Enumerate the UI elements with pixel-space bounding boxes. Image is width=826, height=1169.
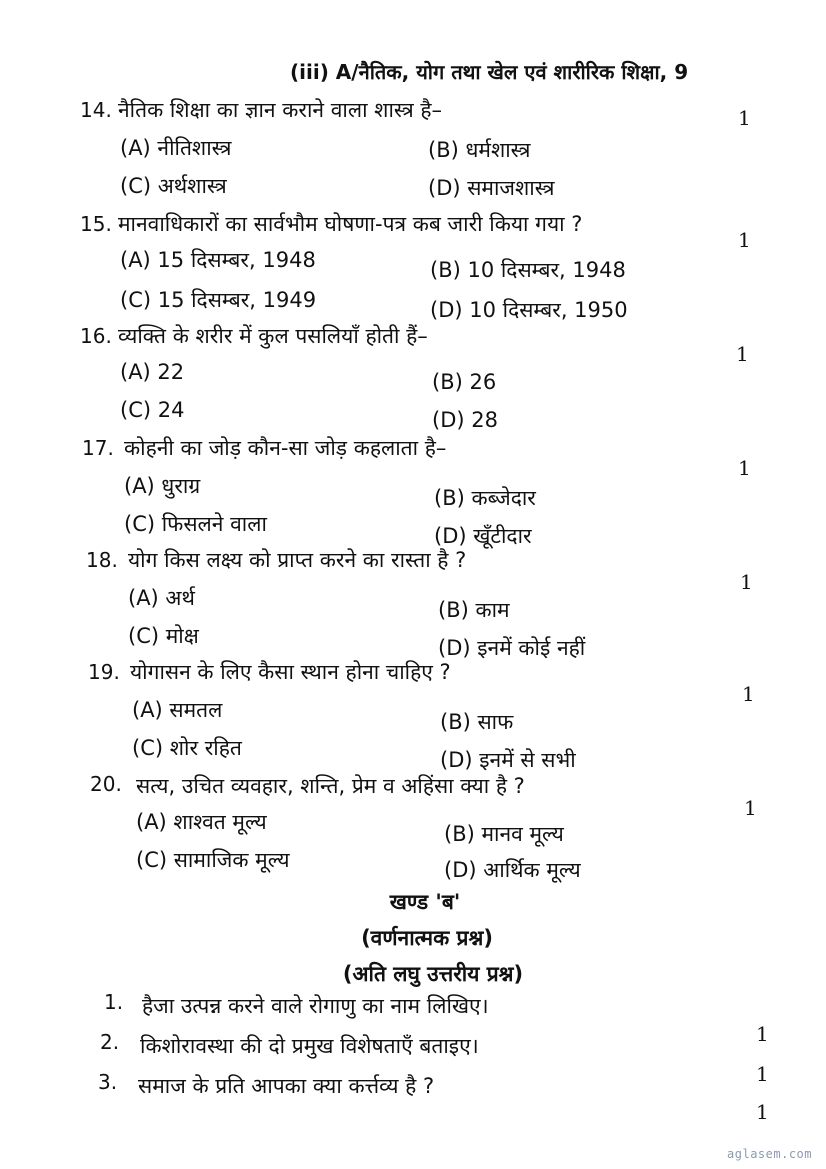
question-text: किशोरावस्था की दो प्रमुख विशेषताएँ बताइए। [140, 1034, 479, 1058]
question-marks: 1 [744, 796, 757, 820]
question-text: समाज के प्रति आपका क्या कर्त्तव्य है ? [138, 1074, 435, 1098]
question-number: 14. [80, 98, 112, 122]
question-number: 2. [100, 1030, 120, 1054]
option-a: (A) धुराग्र [124, 474, 201, 498]
option-a: (A) नीतिशास्त्र [120, 136, 232, 160]
option-c: (C) 15 दिसम्बर, 1949 [120, 288, 317, 312]
section-subsubtitle: (अति लघु उत्तरीय प्रश्न) [342, 962, 524, 986]
question-text: व्यक्ति के शरीर में कुल पसलियाँ होती हैं– [118, 324, 428, 348]
question-text: नैतिक शिक्षा का ज्ञान कराने वाला शास्त्र है– [118, 98, 442, 122]
question-marks: 1 [756, 1100, 769, 1124]
option-b: (B) साफ [440, 710, 514, 734]
question-number: 17. [82, 436, 114, 460]
option-d: (D) आर्थिक मूल्य [444, 858, 581, 882]
question-text: सत्य, उचित व्यवहार, शन्ति, प्रेम व अहिंसा क्या है ? [136, 774, 525, 798]
option-c: (C) शोर रहित [132, 736, 242, 760]
question-text: कोहनी का जोड़ कौन-सा जोड़ कहलाता है– [124, 436, 447, 460]
section-title: खण्ड 'ब' [389, 890, 461, 914]
question-text: हैजा उत्पन्न करने वाले रोगाणु का नाम लिखिए। [142, 994, 489, 1018]
paper-header: (iii) A/नैतिक, योग तथा खेल एवं शारीरिक शिक्षा, 9 [290, 60, 689, 84]
question-number: 3. [98, 1070, 118, 1094]
question-marks: 1 [738, 106, 751, 130]
option-b: (B) 26 [432, 370, 497, 394]
watermark: aglasem.com [727, 1147, 812, 1161]
question-marks: 1 [740, 570, 753, 594]
option-a: (A) 15 दिसम्बर, 1948 [120, 248, 316, 272]
option-d: (D) 10 दिसम्बर, 1950 [430, 298, 628, 322]
question-marks: 1 [738, 228, 751, 252]
question-marks: 1 [756, 1062, 769, 1086]
option-d: (D) समाजशास्त्र [428, 176, 555, 200]
option-a: (A) शाश्वत मूल्य [136, 810, 267, 834]
question-number: 19. [88, 660, 120, 684]
question-text: योगासन के लिए कैसा स्थान होना चाहिए ? [130, 660, 451, 684]
question-text: योग किस लक्ष्य को प्राप्त करने का रास्ता है ? [128, 548, 467, 572]
question-text: मानवाधिकारों का सार्वभौम घोषणा-पत्र कब जारी किया गया ? [118, 212, 583, 236]
option-c: (C) सामाजिक मूल्य [136, 848, 290, 872]
option-d: (D) इनमें कोई नहीं [438, 636, 586, 660]
question-marks: 1 [736, 342, 749, 366]
option-d: (D) इनमें से सभी [440, 748, 576, 772]
question-number: 18. [86, 548, 118, 572]
option-b: (B) मानव मूल्य [444, 822, 564, 846]
question-number: 20. [90, 772, 122, 796]
option-c: (C) अर्थशास्त्र [120, 174, 227, 198]
option-b: (B) काम [438, 598, 510, 622]
option-a: (A) समतल [132, 698, 223, 722]
option-a: (A) 22 [120, 360, 185, 384]
question-number: 15. [80, 212, 112, 236]
question-marks: 1 [742, 682, 755, 706]
option-d: (D) 28 [432, 408, 498, 432]
question-number: 16. [80, 324, 112, 348]
option-b: (B) धर्मशास्त्र [428, 138, 531, 162]
option-c: (C) 24 [120, 398, 185, 422]
option-a: (A) अर्थ [128, 586, 195, 610]
option-b: (B) 10 दिसम्बर, 1948 [430, 258, 626, 282]
option-d: (D) खूँटीदार [434, 524, 532, 548]
question-marks: 1 [738, 456, 751, 480]
section-subtitle: (वर्णनात्मक प्रश्न) [361, 926, 493, 950]
option-c: (C) फिसलने वाला [124, 512, 267, 536]
question-number: 1. [104, 990, 124, 1014]
option-c: (C) मोक्ष [128, 624, 199, 648]
question-marks: 1 [756, 1022, 769, 1046]
option-b: (B) कब्जेदार [434, 486, 536, 510]
